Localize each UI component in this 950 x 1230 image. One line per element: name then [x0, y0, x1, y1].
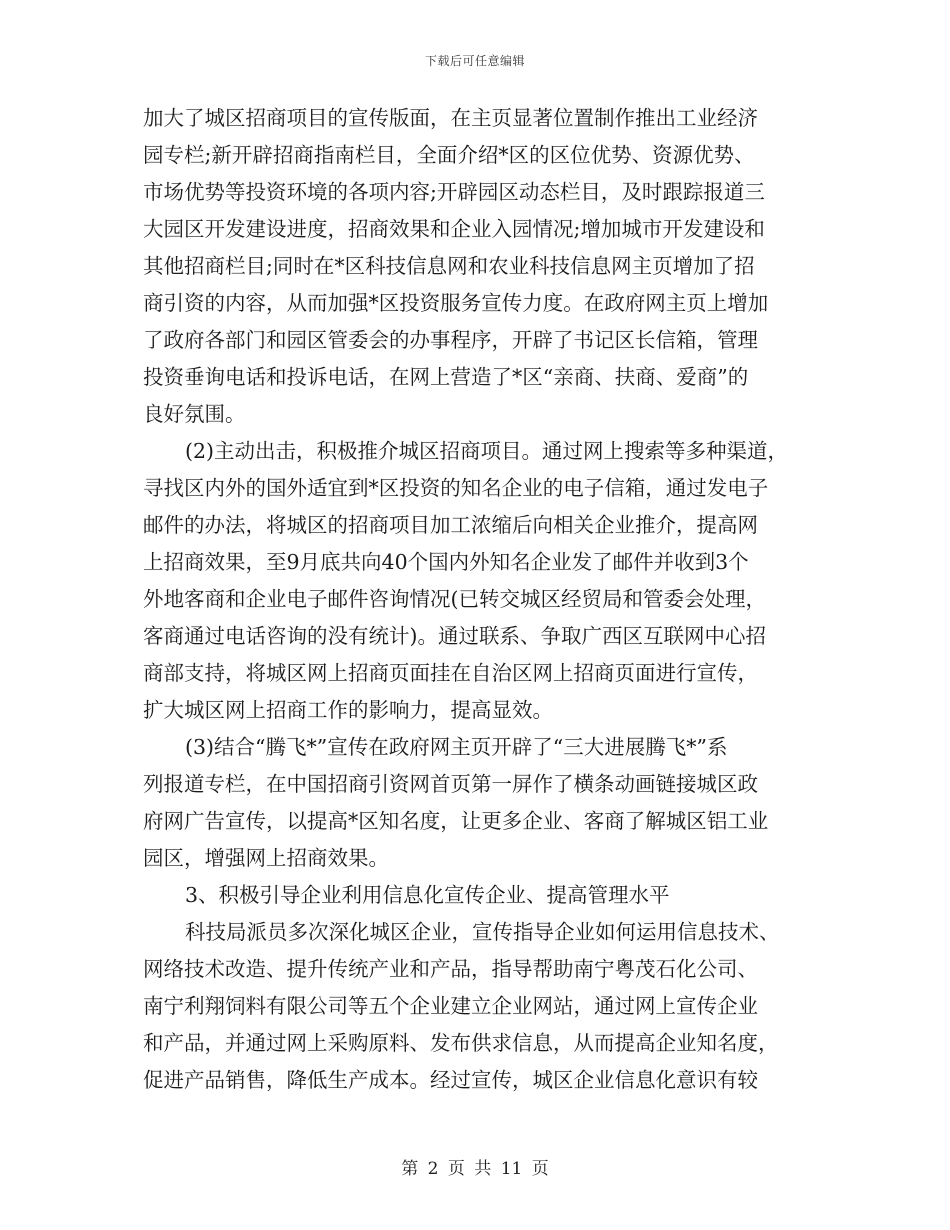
text-line: 扩大城区网上招商工作的影响力，提高显效。	[143, 698, 553, 722]
text-line: 良好氛围。	[143, 402, 246, 426]
text-line: 了政府各部门和园区管委会的办事程序，开辟了书记区长信箱，管理	[143, 328, 758, 352]
text-line: 园专栏;新开辟招商指南栏目，全面介绍*区的区位优势、资源优势、	[143, 143, 755, 167]
text-line: 邮件的办法，将城区的招商项目加工浓缩后向相关企业推介，提高网	[143, 513, 758, 537]
text-line: 促进产品销售，降低生产成本。经过宣传，城区企业信息化意识有较	[143, 1068, 758, 1092]
text-line: 投资垂询电话和投诉电话，在网上营造了*区“亲商、扶商、爱商”的	[143, 365, 749, 389]
text-line: 网络技术改造、提升传统产业和产品，指导帮助南宁粤茂石化公司、	[143, 957, 758, 981]
document-body	[143, 100, 823, 1099]
text-line: 寻找区内外的国外适宜到*区投资的知名企业的电子信箱，通过发电子	[143, 476, 769, 500]
text-line: 科技局派员多次深化城区企业，宣传指导企业如何运用信息技术、	[185, 920, 780, 944]
text-line: 园区，增强网上招商效果。	[143, 846, 389, 870]
text-line: 3、积极引导企业利用信息化宣传企业、提高管理水平	[185, 883, 670, 907]
text-line: 加大了城区招商项目的宣传版面，在主页显著位置制作推出工业经济	[143, 106, 758, 130]
page-header: 下载后可任意编辑	[424, 54, 525, 68]
text-line: 商引资的内容，从而加强*区投资服务宣传力度。在政府网主页上增加	[143, 291, 769, 315]
text-line: 上招商效果，至9月底共向40个国内外知名企业发了邮件并收到3个	[143, 550, 749, 574]
text-line: (3)结合“腾飞*”宣传在政府网主页开辟了“三大进展腾飞*”系	[185, 735, 728, 759]
text-line: 外地客商和企业电子邮件咨询情况(已转交城区经贸局和管委会处理，	[143, 587, 766, 611]
text-line: 列报道专栏，在中国招商引资网首页第一屏作了横条动画链接城区政	[143, 772, 758, 796]
text-line: 南宁利翔饲料有限公司等五个企业建立企业网站，通过网上宣传企业	[143, 994, 758, 1018]
text-line: 大园区开发建设进度，招商效果和企业入园情况;增加城市开发建设和	[143, 217, 765, 241]
text-line: (2)主动出击，积极推介城区招商项目。通过网上搜索等多种渠道，	[185, 439, 789, 463]
text-line: 客商通过电话咨询的没有统计)。通过联系、争取广西区互联网中心招	[143, 624, 766, 648]
page-footer: 第 2 页 共 11 页	[401, 1159, 549, 1179]
text-line: 其他招商栏目;同时在*区科技信息网和农业科技信息网主页增加了招	[143, 254, 755, 278]
text-line: 市场优势等投资环境的各项内容;开辟园区动态栏目，及时跟踪报道三	[143, 180, 765, 204]
text-line: 商部支持，将城区网上招商页面挂在自治区网上招商页面进行宣传，	[143, 661, 758, 685]
text-line: 府网广告宣传，以提高*区知名度，让更多企业、客商了解城区铝工业	[143, 809, 769, 833]
text-line: 和产品，并通过网上采购原料、发布供求信息，从而提高企业知名度，	[143, 1031, 779, 1055]
